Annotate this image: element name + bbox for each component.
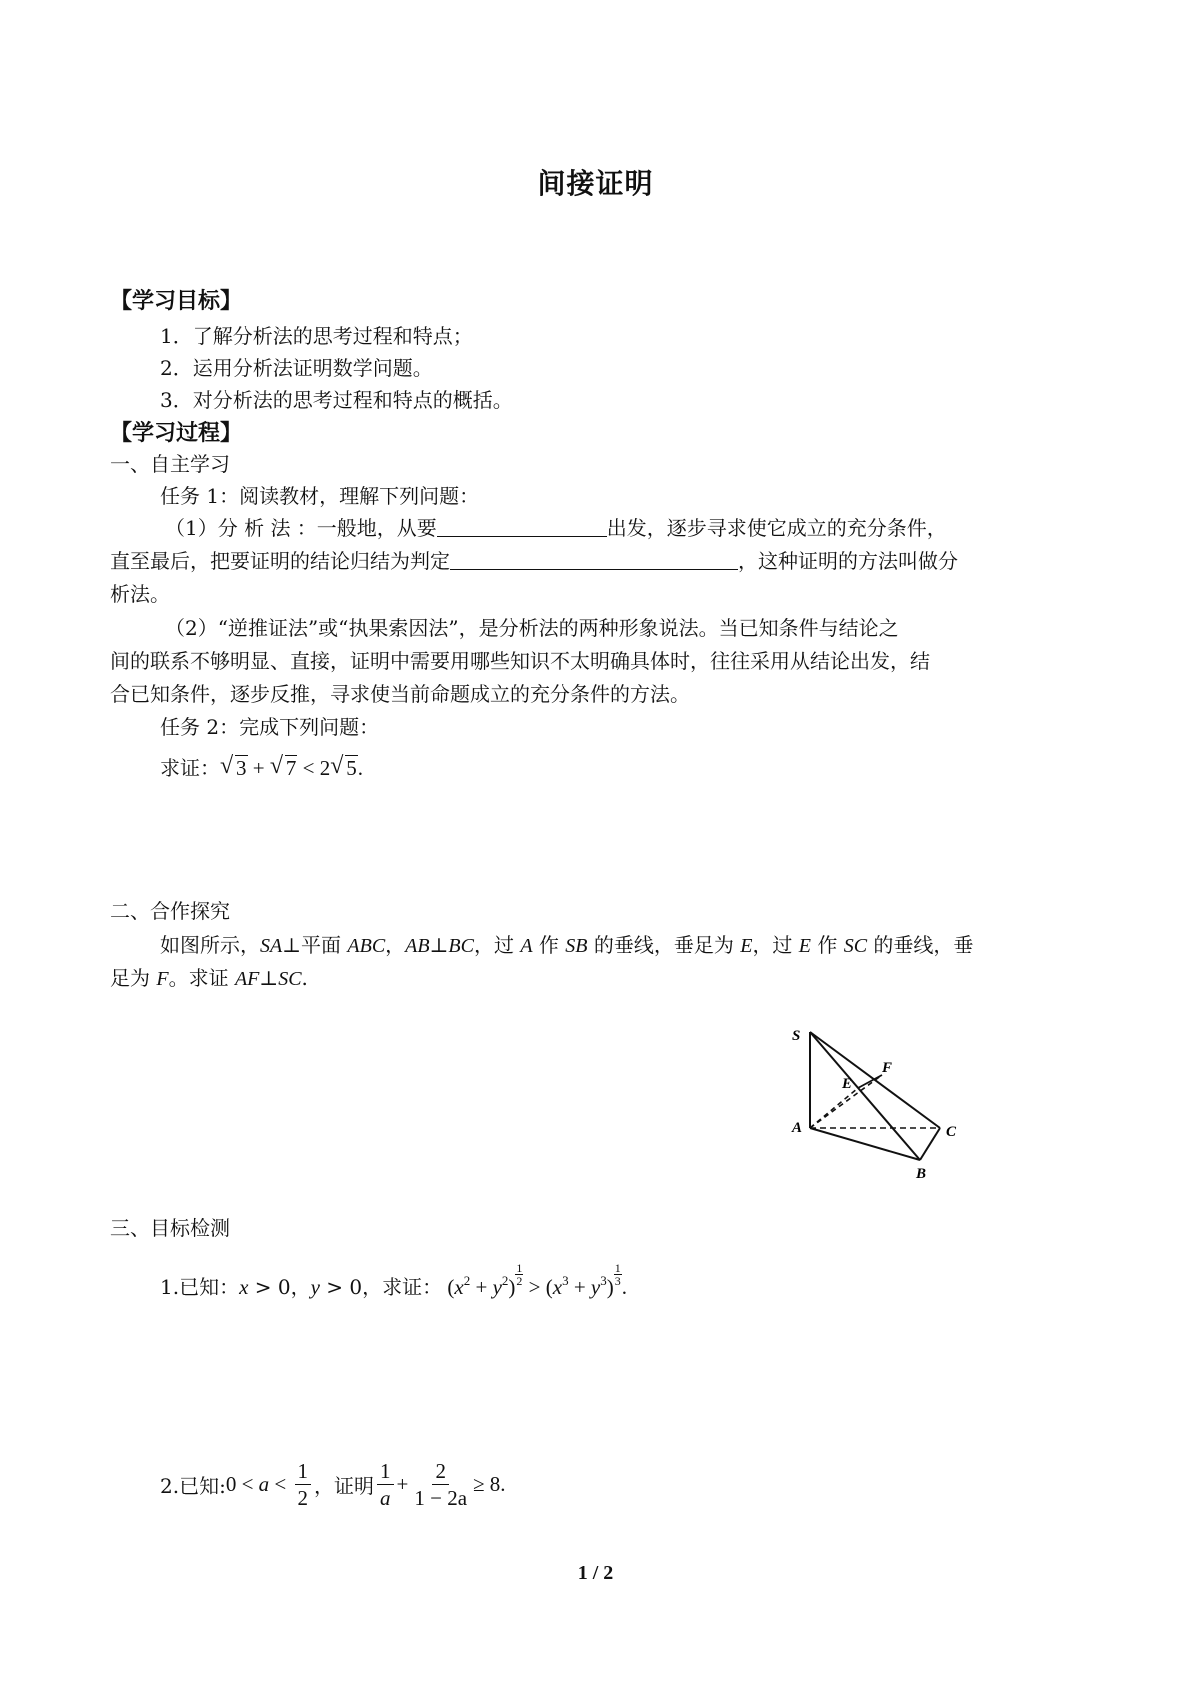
section3-heading: 三、目标检测 <box>110 1216 230 1240</box>
question-1 <box>160 1262 627 1300</box>
plus-sign: + <box>470 1275 493 1299</box>
analysis-def-line1 <box>165 512 947 541</box>
objectives-heading: 【学习目标】 <box>110 289 243 314</box>
page-number: 1 / 2 <box>577 1562 614 1584</box>
section2-heading: 二、合作探究 <box>110 899 230 923</box>
period: . <box>357 756 363 780</box>
text-span: 足为 <box>110 966 157 990</box>
text-span: ⊥平面 <box>282 933 348 957</box>
period: . <box>621 1275 627 1299</box>
paren: ( <box>447 1275 455 1299</box>
text-span: 出发，逐步寻求使它成立的充分条件， <box>606 516 947 540</box>
less-than-sign: < <box>302 756 315 780</box>
edge-SC <box>810 1032 940 1128</box>
text-span: ，过 <box>752 933 799 957</box>
sqrt-7 <box>270 756 298 781</box>
text-span: 0 < <box>225 1472 259 1496</box>
math-var: AB <box>405 935 430 957</box>
text-span: > 0， <box>248 1275 311 1299</box>
radicand: 5 <box>346 756 357 780</box>
fraction-one-half <box>295 1458 312 1511</box>
paragraph2-line3: 合已知条件，逐步反推，寻求使当前命题成立的充分条件的方法。 <box>110 682 690 706</box>
task1-text: 任务 1：阅读教材，理解下列问题： <box>160 484 480 508</box>
text-span: . <box>301 966 308 990</box>
math-var: SC <box>843 935 868 957</box>
text-span: 作 <box>532 933 566 957</box>
label-S: S <box>792 1028 801 1044</box>
radicand: 3 <box>236 756 247 780</box>
text-span: > 0，求证： <box>319 1275 443 1299</box>
numerator: 1 <box>614 1261 621 1275</box>
math-var: a <box>258 1472 270 1496</box>
paren: ( <box>545 1275 553 1299</box>
fraction-1-over-a <box>377 1458 394 1511</box>
exponent: 2 <box>463 1273 471 1288</box>
text-span: 直至最后，把要证明的结论归结为判定 <box>110 549 450 573</box>
exponent: 3 <box>562 1273 569 1288</box>
greater-than-sign: > <box>523 1275 546 1299</box>
edge-SB <box>810 1032 920 1160</box>
prove-label: 求证： <box>160 756 220 780</box>
label-A: A <box>792 1120 803 1136</box>
plus-sign: + <box>396 1472 409 1496</box>
radicand: 7 <box>285 756 297 780</box>
fill-blank-2[interactable] <box>450 551 738 570</box>
text-span: ≥ 8. <box>473 1472 506 1496</box>
objective-item: 2．运用分析法证明数学问题。 <box>160 356 433 380</box>
label-E: E <box>842 1076 853 1092</box>
denominator: 3 <box>614 1274 621 1288</box>
numerator: 1 <box>377 1458 394 1485</box>
paragraph2-line1: （2）“逆推证法”或“执果索因法”，是分析法的两种形象说法。当已知条件与结论之 <box>165 616 899 640</box>
edge-BC <box>920 1128 940 1160</box>
less-than-sign: < <box>269 1472 292 1496</box>
objective-item: 3．对分析法的思考过程和特点的概括。 <box>160 388 513 412</box>
question-2 <box>160 1458 506 1511</box>
exponent: 3 <box>600 1273 607 1288</box>
plus-sign: + <box>568 1275 591 1299</box>
math-var: y <box>310 1275 320 1299</box>
objective-item: 1．了解分析法的思考过程和特点； <box>160 324 473 348</box>
numerator: 1 <box>295 1458 312 1485</box>
math-var: y <box>492 1275 502 1299</box>
text-span: ， <box>385 933 406 957</box>
analysis-def-line3: 析法。 <box>110 582 170 606</box>
sqrt-3 <box>220 756 248 781</box>
page-title: 间接证明 <box>537 167 654 200</box>
text-span: 。求证 <box>168 966 235 990</box>
math-var: y <box>590 1275 601 1299</box>
paragraph2-line2: 间的联系不够明显、直接，证明中需要用哪些知识不太明确具体时，往往采用从结论出发，结 <box>110 649 930 673</box>
text-span: ⊥ <box>429 933 449 957</box>
denominator: 2 <box>516 1274 523 1288</box>
analysis-def-line2 <box>110 545 958 574</box>
text-span: （1）分 析 法 ：一般地，从要 <box>165 516 437 540</box>
section2-line1 <box>160 929 973 958</box>
exponent: 2 <box>501 1273 509 1288</box>
math-var: x <box>552 1275 563 1299</box>
math-var: E <box>798 935 812 957</box>
paren: ) <box>508 1275 516 1299</box>
math-var: AF <box>234 968 260 990</box>
text-span: 1.已知： <box>160 1275 240 1299</box>
math-var: F <box>156 968 169 990</box>
numerator: 1 <box>516 1261 523 1275</box>
sqrt-5 <box>330 756 358 781</box>
pyramid-figure <box>790 1020 970 1180</box>
math-var: A <box>520 935 533 957</box>
label-B: B <box>916 1166 927 1180</box>
numerator: 2 <box>432 1458 449 1485</box>
denominator: 2 <box>297 1486 309 1510</box>
text-span: ，这种证明的方法叫做分 <box>738 549 958 573</box>
task2-text: 任务 2：完成下列问题： <box>160 715 380 739</box>
section1-heading: 一、自主学习 <box>110 452 230 476</box>
label-C: C <box>946 1124 957 1140</box>
text-span: 如图所示， <box>160 933 260 957</box>
math-var: SA <box>260 935 283 957</box>
text-span: 作 <box>811 933 844 957</box>
paren: ) <box>606 1275 614 1299</box>
math-var: ABC <box>347 935 386 957</box>
edge-AB <box>810 1128 920 1160</box>
text-span: 2.已知: <box>160 1474 226 1498</box>
exponent-fraction <box>614 1262 622 1287</box>
fraction-2-over-1-minus-2a <box>411 1458 470 1511</box>
plus-sign: + <box>252 756 265 780</box>
text-span: ，过 <box>473 933 521 957</box>
text-span: 的垂线，垂 <box>867 933 974 957</box>
text-span: 的垂线，垂足为 <box>587 933 741 957</box>
denominator: a <box>380 1486 391 1510</box>
math-var: x <box>239 1275 249 1299</box>
process-heading: 【学习过程】 <box>110 421 243 446</box>
coefficient: 2 <box>319 756 331 780</box>
math-var: BC <box>448 935 474 957</box>
denominator: 1 − 2a <box>414 1486 468 1510</box>
math-var: SB <box>565 935 588 957</box>
section2-line2 <box>110 962 308 991</box>
math-var: x <box>454 1275 464 1299</box>
math-var: E <box>740 935 753 957</box>
math-var: SC <box>278 968 302 990</box>
label-F: F <box>882 1060 893 1076</box>
text-span: ，证明 <box>314 1474 375 1498</box>
prove-inequality <box>160 752 363 781</box>
fill-blank-1[interactable] <box>437 518 607 537</box>
text-span: ⊥ <box>259 966 279 990</box>
